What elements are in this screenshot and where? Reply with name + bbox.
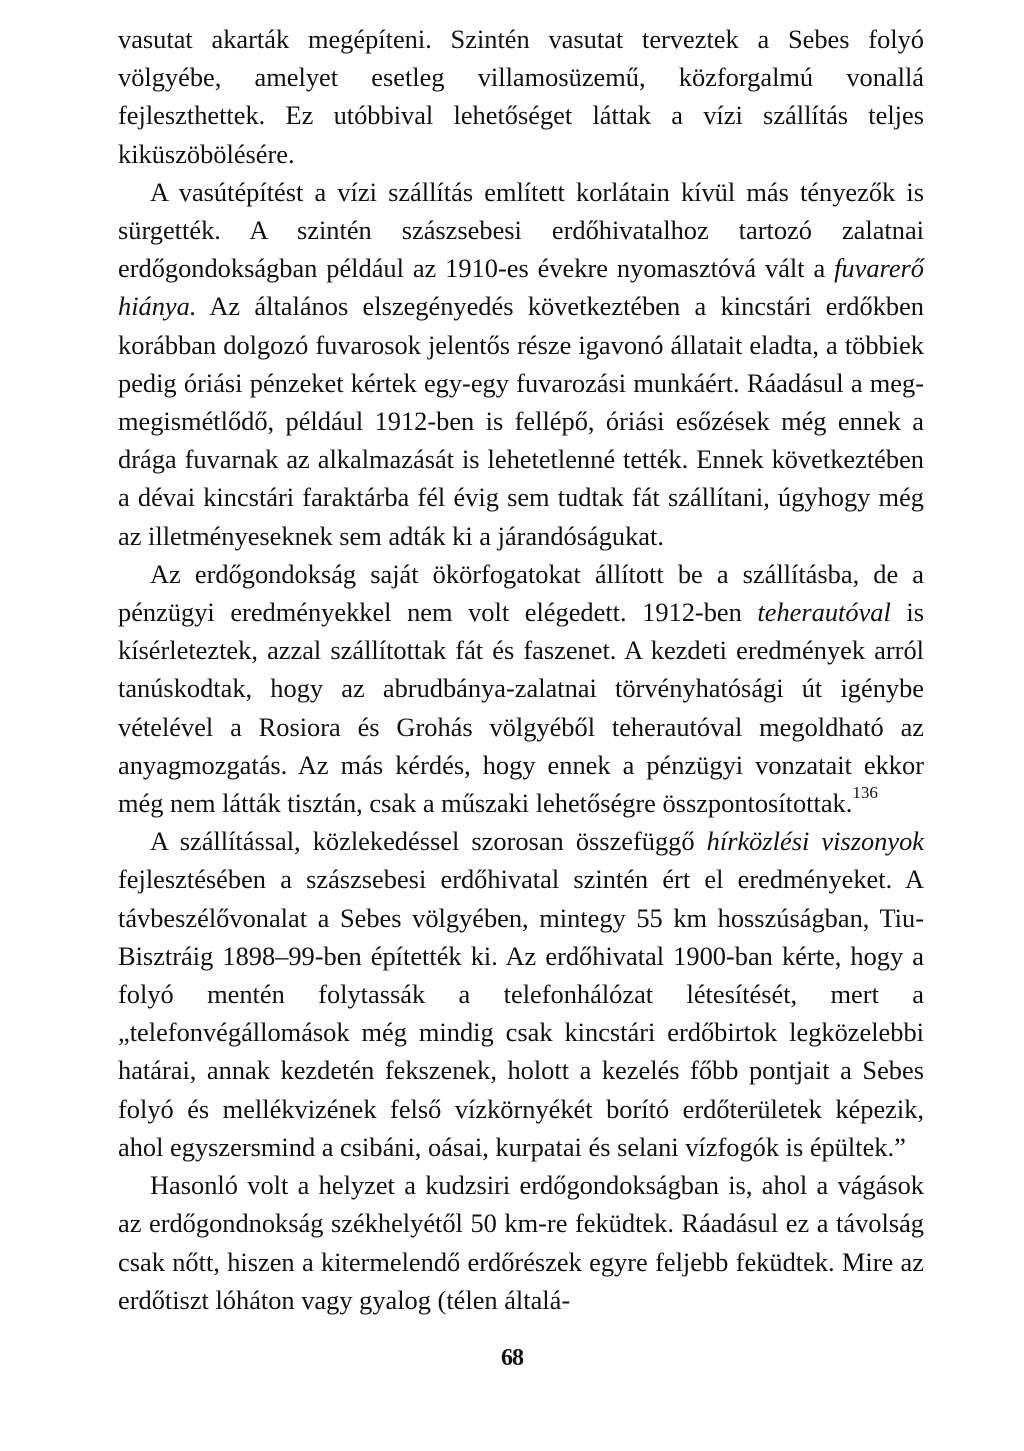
paragraph-text: Hasonló volt a helyzet a kudzsiri erdőgondokságban is, ahol a vágások az erdőgondnokság székhelyétől 50 km-re feküdtek. Ráadásul ez a távolság csak nőtt, hiszen a kitermelendő erdőrészek egyre feljebb feküdtek. Mire az erdőtiszt lóháton vagy gyalog (télen általá- [118, 1170, 924, 1315]
paragraph-1 [118, 20, 924, 173]
paragraph-text: fejlesztésében a szászsebesi erdőhivatal szintén ért el eredményeket. A távbeszélővonalat a Sebes völgyében, mintegy 55 km hosszúságban, Tiu-Bisztráig 1898–99-ben építették ki. Az erdőhivatal 1900-ban kérte, hogy a folyó mentén folytassák a telefonhálózat létesítését, mert a „telefonvégállomások még mindig csak kincstári erdőbirtok legközelebbi határai, annak kezdetén fekszenek, holott a kezelés főbb pontjait a Sebes folyó és mellékvizének felső vízkörnyékét borító erdőterületek képezik, ahol egyszersmind a csibáni, oásai, kurpatai és selani vízfogók is épültek.” [118, 864, 924, 1162]
italic-term-teherautoval: teherautóval [757, 597, 891, 628]
paragraph-text: Az erdőgondokság saját ökörfogatokat állított be a szállításba, de a pénzügyi eredményekkel nem volt elégedett. 1912-ben [118, 558, 924, 628]
italic-term-fuvarero-hianya: fuvarerő hiánya. [118, 253, 924, 322]
paragraph-2 [118, 173, 924, 555]
body-text [118, 20, 924, 1319]
paragraph-text: vasutat akarták megépíteni. Szintén vasutat terveztek a Sebes folyó völgyébe, amelyet esetleg villamosüzemű, közforgalmú vonallá fejleszthettek. Ez utóbbival lehetőséget láttak a vízi szállítás teljes kiküszöbölésére. [118, 24, 924, 169]
footnote-reference: 136 [852, 783, 878, 803]
paragraph-3 [118, 555, 924, 822]
paragraph-5 [118, 1166, 924, 1319]
italic-term-hirkozlesi-viszonyok: hírközlési viszonyok [706, 826, 924, 857]
paragraph-text: Az általános elszegényedés következtében a kincstári erdőkben korábban dolgozó fuvarosok jelentős része igavonó állatait eladta, a többiek pedig óriási pénzeket kértek egy-egy fuvarozási munkáért. Ráadásul a meg-megismétlődő, például 1912-ben is fellépő, óriási esőzések még ennek a drága fuvarnak az alkalmazását is lehetetlenné tették. Ennek következtében a dévai kincstári faraktárba fél évig sem tudtak fát szállítani, úgyhogy még az illetményeseknek sem adták ki a járandóságukat. [118, 291, 924, 551]
paragraph-text: A vasútépítést a vízi szállítás említett korlátain kívül más tényezők is sürgették. A szintén szászsebesi erdőhivatalhoz tartozó zalatnai erdőgondokságban például az 1910-es évekre nyomasztóvá vált a [118, 176, 924, 284]
paragraph-text: A szállítással, közlekedéssel szorosan összefüggő [150, 826, 707, 857]
paragraph-text: is kísérleteztek, azzal szállítottak fát és faszenet. A kezdeti eredmények arról tanúskodtak, hogy az abrudbánya-zalatnai törvényhatósági út igénybe vételével a Rosiora és Grohás völgyéből teherautóval megoldható az anyagmozgatás. Az más kérdés, hogy ennek a pénzügyi vonzatait ekkor még nem látták tisztán, csak a műszaki lehetőségre összpontosítottak. [118, 597, 924, 819]
paragraph-4 [118, 822, 924, 1166]
page-number: 68 [501, 1345, 523, 1371]
